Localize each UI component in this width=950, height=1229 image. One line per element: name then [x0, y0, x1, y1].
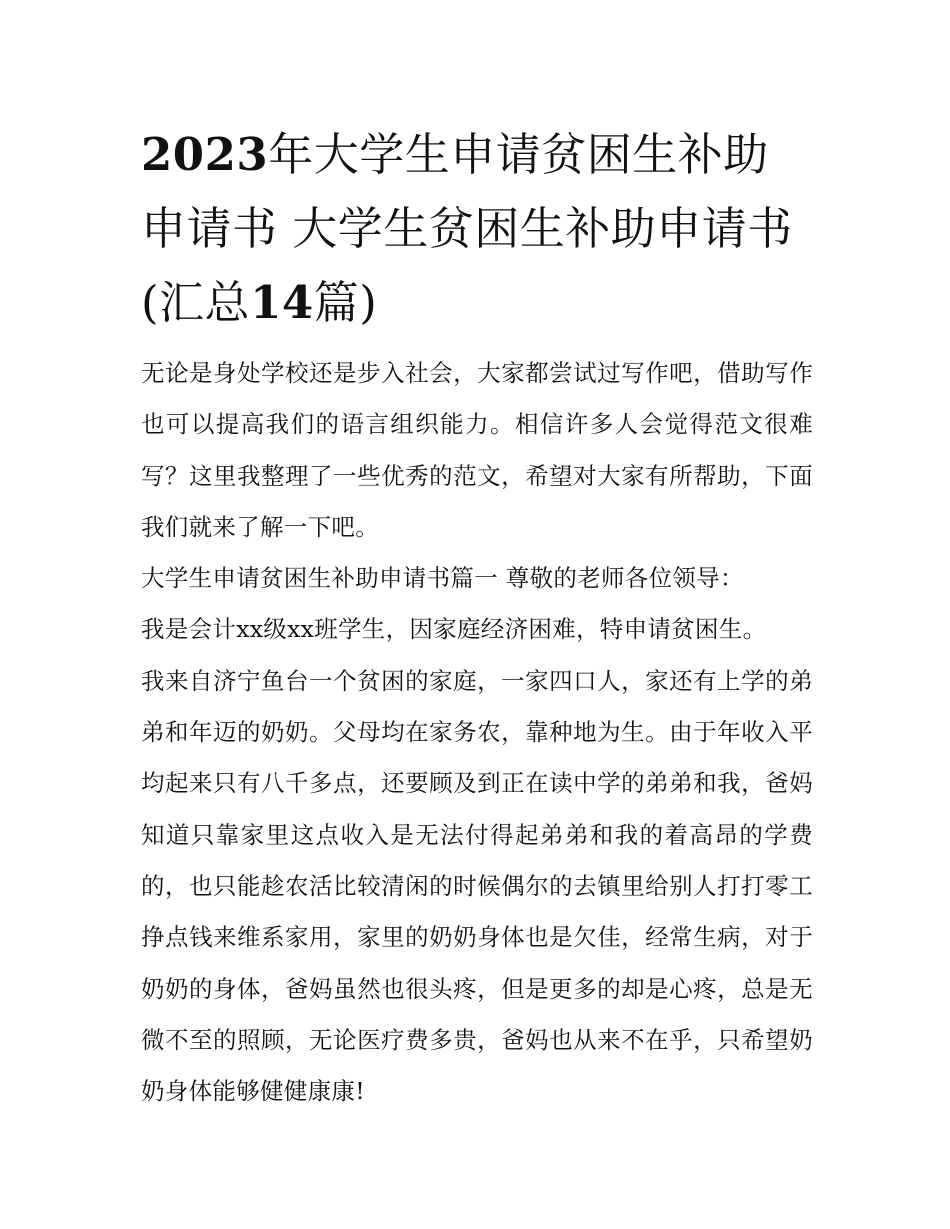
section-heading-paragraph: 大学生申请贫困生补助申请书篇一 尊敬的老师各位领导：: [141, 564, 744, 593]
document-title: 2023年大学生申请贫困生补助申请书 大学生贫困生补助申请书(汇总14篇): [141, 128, 793, 329]
body-paragraph: 我是会计xx级xx班学生，因家庭经济困难，特申请贫困生。: [141, 615, 767, 644]
body-paragraph: 我来自济宁鱼台一个贫困的家庭，一家四口人，家还有上学的弟弟和年迈的奶奶。父母均在家务农，靠种地为生。由于年收入平均起来只有八千多点，还要顾及到正在读中学的弟弟和我，爸妈知道只靠家里这点收入是无法付得起弟弟和我的着高昂的学费的，也只能趁农活比较清闲的时候偶尔的去镇里给别人打打零工挣点钱来维系家用，家里的奶奶身体也是欠佳，经常生病，对于奶奶的身体，爸妈虽然也很头疼，但是更多的却是心疼，总是无微不至的照顾，无论医疗费多贵，爸妈也从来不在乎，只希望奶奶身体能够健健康康!: [141, 666, 813, 1106]
intro-paragraph: 无论是身处学校还是步入社会，大家都尝试过写作吧，借助写作也可以提高我们的语言组织能力。相信许多人会觉得范文很难写？这里我整理了一些优秀的范文，希望对大家有所帮助，下面我们就来了解一下吧。: [141, 359, 813, 541]
document-page: [141, 118, 813, 1117]
